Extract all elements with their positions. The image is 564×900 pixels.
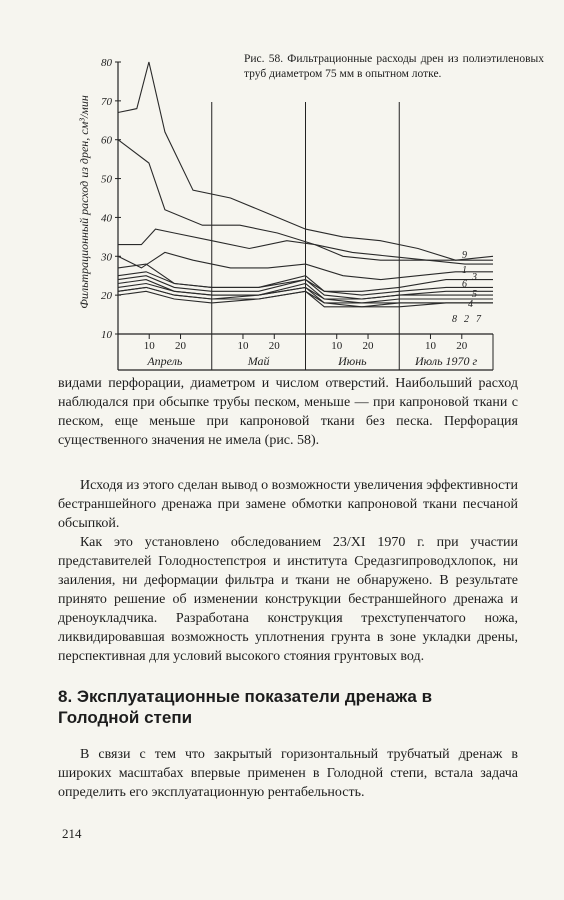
y-tick-label: 40 (101, 212, 112, 225)
y-tick-label: 10 (101, 329, 112, 341)
page-number: 214 (62, 826, 82, 841)
series-label: 6 (462, 279, 467, 290)
y-tick-label: 50 (101, 173, 112, 186)
y-tick-label: 20 (101, 290, 112, 303)
series-label: 3 (472, 272, 477, 283)
x-tick-label: 10 (331, 340, 343, 352)
series-label: 8 (452, 314, 457, 325)
chart-y-axis-label: Фильтрационный расход из дрен, см³/мин (77, 95, 91, 309)
x-tick-label: 20 (456, 340, 468, 352)
series-label: 1 (462, 265, 467, 276)
paragraph-3: Как это установлено обследованием 23/XI 1970 г. при участии представителей Голодностепстроя и института Средазгипроводхлопок, ни заиления, ни деформации фильтра и ткани не обнаружено. В результате принято решение об изменении конструкции бестраншейного дренажа и дреноукладчика. Разработана конструкция трехступенчатого ножа, ликвидировавшая возможность уплотнения грунта в зоне укладки дрены, перспективная для условий высокого стояния грунтовых вод. (58, 535, 518, 664)
series-label: 5 (472, 289, 477, 300)
x-tick-label: 20 (362, 340, 374, 352)
series-label: 4 (468, 299, 473, 310)
paragraph-2: Исходя из этого сделан вывод о возможности увеличения эффективности бестраншейного дренажа при замене обмотки капроновой ткани песчаной обсыпкой. (58, 478, 518, 531)
plot-area (100, 57, 493, 370)
x-tick-label: 10 (424, 340, 436, 352)
month-label: Июль 1970 г (415, 354, 478, 368)
y-tick-label: 60 (101, 134, 112, 147)
series-label: 7 (476, 314, 481, 325)
section-paragraph: В связи с тем что закрытый горизонтальный трубчатый дренаж в широких масштабах впервые применен в Голодной степи, встала задача определить его эксплуатационную рентабельность. (58, 747, 518, 800)
x-tick-label: 20 (175, 340, 187, 352)
x-tick-label: 20 (268, 340, 280, 352)
figure-caption: Рис. 58. Фильтрационные расходы дрен из полиэтиленовых труб диаметром 75 мм в опытном лотке. (244, 53, 544, 80)
section-heading: 8. Эксплуатационные показатели дренажа в Голодной степи (58, 687, 433, 727)
month-label: Апрель (147, 354, 183, 368)
month-label: Май (247, 354, 270, 368)
y-tick-label: 30 (101, 251, 112, 264)
x-tick-label: 10 (237, 340, 249, 352)
x-tick-label: 10 (143, 340, 155, 352)
series-label: 9 (462, 250, 467, 261)
series-label: 2 (464, 314, 469, 325)
paragraph-1: видами перфорации, диаметром и числом отверстий. Наибольший расход наблюдался при обсыпке трубы песком, меньше — при капроновой ткани с песком, еще меньше при капроновой ткани без песка. Перфорация существенного значения не имела (рис. 58). (58, 376, 518, 448)
month-label: Июнь (338, 354, 367, 368)
y-tick-label: 80 (101, 57, 112, 69)
y-tick-label: 70 (101, 95, 112, 108)
